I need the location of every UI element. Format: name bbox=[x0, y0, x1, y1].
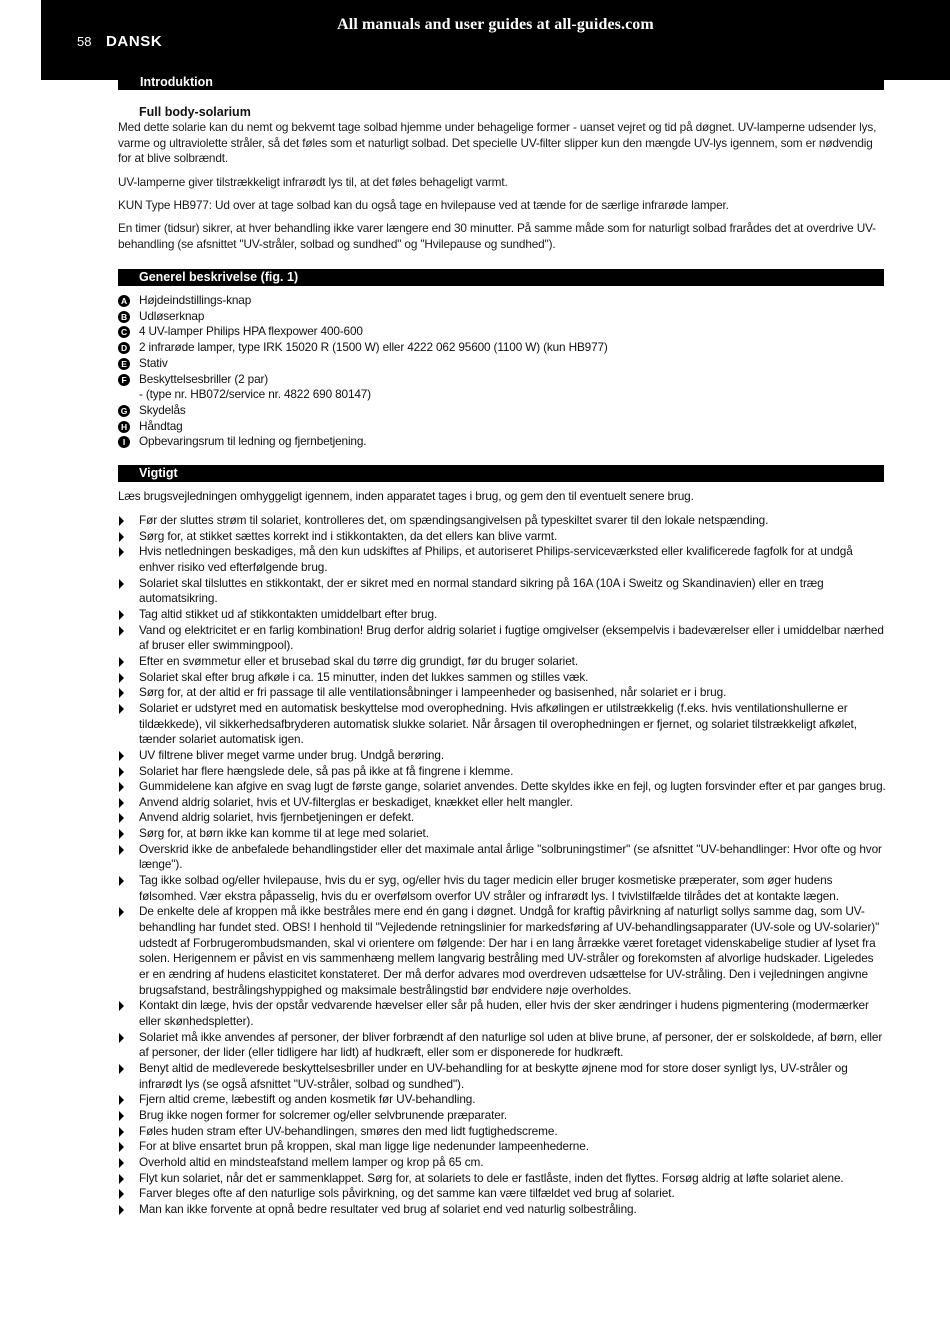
important-intro: Læs brugsvejledningen omhyggeligt igennem, inden apparatet tages i brug, og gem den til eventuelt senere brug. bbox=[118, 489, 694, 503]
bullet-arrow-icon bbox=[119, 579, 124, 589]
warning-text: Efter en svømmetur eller et brusebad skal du tørre dig grundigt, før du bruger solariet. bbox=[139, 653, 579, 668]
warning-item bbox=[118, 1092, 886, 1108]
warning-item bbox=[118, 1186, 886, 1202]
part-item bbox=[118, 293, 884, 309]
warning-item bbox=[118, 685, 886, 701]
warning-text: Sørg for, at der altid er fri passage til alle ventilationsåbninger i lampeenheder og basisenhed, når solariet er i brug. bbox=[139, 685, 727, 700]
part-item bbox=[118, 372, 884, 388]
warning-item bbox=[118, 544, 886, 575]
warning-text: Fjern altid creme, læbestift og anden kosmetik før UV-behandling. bbox=[139, 1092, 476, 1107]
bullet-arrow-icon bbox=[119, 704, 124, 714]
warning-text: Benyt altid de medleverede beskyttelsesbriller under en UV-behandling for at beskytte øjnene mod for store doser synligt lys, UV-stråler og infrarødt lys (se også afsnittet "UV-stråler, solbad og sundhed"). bbox=[139, 1060, 848, 1091]
warning-text: Tag ikke solbad og/eller hvilepause, hvis du er syg, og/eller hvis du tager medicin eller bruger kosmetiske præperater, som øger hudens følsomhed. Vær ekstra påpasselig, hvis du er overfølsom overfor UV stråler og infrarødt lys. I tvivlstilfælde tilrådes det at kontakte lægen. bbox=[139, 873, 839, 903]
warning-item bbox=[118, 1155, 886, 1171]
bullet-arrow-icon bbox=[119, 1095, 124, 1105]
intro-paragraph: KUN Type HB977: Ud over at tage solbad kan du også tage en hvilepause ved at tænde for de særlige infrarøde lamper. bbox=[118, 197, 729, 212]
warning-item bbox=[118, 607, 886, 623]
warning-item bbox=[118, 1202, 886, 1218]
part-text: 2 infrarøde lamper, type IRK 15020 R (1500 W) eller 4222 062 95600 (1100 W) (kun HB977) bbox=[139, 340, 608, 355]
warning-item bbox=[118, 1171, 886, 1187]
bullet-arrow-icon bbox=[119, 845, 124, 855]
bullet-arrow-icon bbox=[119, 1127, 124, 1137]
section-header-generel-beskrivelse: Generel beskrivelse (fig. 1) bbox=[118, 269, 884, 286]
warning-text: Før der sluttes strøm til solariet, kontrolleres det, om spændingsangivelsen på typeskiltet svarer til den lokale netspænding. bbox=[139, 513, 769, 527]
warning-text: Solariet må ikke anvendes af personer, der bliver forbrændt af den naturlige sol uden at blive brune, af personer, der er solskoldede, af børn, eller af personer, der lider (eller tidligere har lidt) af hudkræft, eller som er disponerede for hudkræft. bbox=[139, 1029, 883, 1060]
warning-text: For at blive ensartet brun på kroppen, skal man ligge lige nedenunder lampeenhederne. bbox=[139, 1139, 589, 1154]
bullet-arrow-icon bbox=[119, 516, 124, 526]
warning-text: Man kan ikke forvente at opnå bedre resultater ved brug af solariet end ved naturlig solbestråling. bbox=[139, 1201, 637, 1216]
warning-text: Anvend aldrig solariet, hvis et UV-filterglas er beskadiget, knækket eller helt mangler. bbox=[139, 794, 573, 809]
warning-text: Solariet skal efter brug afkøle i ca. 15 minutter, inden det lukkes sammen og stilles væk. bbox=[139, 669, 589, 684]
warning-item bbox=[118, 1124, 886, 1140]
warning-text: Solariet er udstyret med en automatisk beskyttelse mod overophedning. Hvis afkølingen er utilstrækkelig (f.eks. hvis ventilationshullerne er tildækkede), vil sikkerhedsafbryderen automatisk slukke solariet. Når årsagen til overophedningen er fjernet, og solariet tilstrækkeligt afkølet, tænder solariet automatisk igen. bbox=[139, 700, 857, 747]
intro-paragraph: En timer (tidsur) sikrer, at hver behandling ikke varer længere end 30 minutter. På samme måde som for naturligt solbad frarådes det at overdrive UV-behandling (se afsnittet "UV-stråler, solbad og sundhed" og "Hvilepause og sundhed"). bbox=[118, 221, 876, 251]
part-item bbox=[118, 403, 884, 419]
warning-item bbox=[118, 764, 886, 780]
warning-text: Gummidelene kan afgive en svag lugt de første gange, solariet anvendes. Dette skyldes ikke en fejl, og lugten forsvinder efter et par ganges brug. bbox=[139, 779, 886, 794]
warning-text: Brug ikke nogen former for solcremer og/eller selvbrunende præparater. bbox=[139, 1107, 508, 1122]
warning-text: Flyt kun solariet, når det er sammenklappet. Sørg for, at solariets to dele er fastlåste, inden det flyttes. Forsøg aldrig at løfte solariet alene. bbox=[139, 1170, 844, 1185]
warning-item bbox=[118, 1108, 886, 1124]
part-text: Opbevaringsrum til ledning og fjernbetjening. bbox=[139, 434, 367, 449]
warning-item bbox=[118, 873, 886, 904]
intro-text bbox=[118, 120, 886, 260]
bullet-arrow-icon bbox=[119, 657, 124, 667]
part-text: Udløserknap bbox=[139, 308, 205, 323]
part-item bbox=[118, 419, 884, 435]
bullet-arrow-icon bbox=[119, 751, 124, 761]
warning-item bbox=[118, 779, 886, 795]
warning-item bbox=[118, 701, 886, 748]
warning-item bbox=[118, 623, 886, 654]
part-letter-badge: C bbox=[118, 326, 130, 338]
warnings-list bbox=[118, 513, 886, 1218]
bullet-arrow-icon bbox=[119, 626, 124, 636]
bullet-arrow-icon bbox=[119, 829, 124, 839]
bullet-arrow-icon bbox=[119, 688, 124, 698]
warning-text: Solariet skal tilsluttes en stikkontakt, der er sikret med en normal standard sikring på 16A (10A i Sweitz og Skandinavien) eller en træg automatsikring. bbox=[139, 575, 824, 606]
site-banner: All manuals and user guides at all-guides.com bbox=[337, 16, 654, 33]
part-item bbox=[118, 356, 884, 372]
warning-item bbox=[118, 529, 886, 545]
warning-text: Føles huden stram efter UV-behandlingen, smøres den med lidt fugtighedscreme. bbox=[139, 1123, 558, 1138]
warning-text: Hvis netledningen beskadiges, må den kun udskiftes af Philips, et autoriseret Philips-serviceværksted eller kvalificerede fagfolk for at undgå enhver risiko ved efterfølgende brug. bbox=[139, 544, 853, 574]
bullet-arrow-icon bbox=[119, 1111, 124, 1121]
section-header-introduktion: Introduktion bbox=[118, 73, 884, 90]
part-item bbox=[118, 340, 884, 356]
warning-text: Sørg for, at stikket sættes korrekt ind i stikkontakten, da det ellers kan blive varmt. bbox=[139, 528, 558, 543]
warning-item bbox=[118, 826, 886, 842]
warning-text: Overhold altid en mindsteafstand mellem lamper og krop på 65 cm. bbox=[139, 1154, 484, 1169]
part-letter-badge: F bbox=[118, 374, 130, 386]
bullet-arrow-icon bbox=[119, 673, 124, 683]
language-label: DANSK bbox=[106, 33, 163, 50]
warning-item bbox=[118, 1139, 886, 1155]
warning-text: Solariet har flere hængslede dele, så pas på ikke at få fingrene i klemme. bbox=[139, 763, 514, 778]
bullet-arrow-icon bbox=[119, 767, 124, 777]
bullet-arrow-icon bbox=[119, 1205, 124, 1215]
bullet-arrow-icon bbox=[119, 876, 124, 886]
warning-text: Kontakt din læge, hvis der opstår vedvarende hævelser eller sår på huden, eller hvis der sker ændringer i hudens pigmentering (modermærker eller skønhedspletter). bbox=[139, 998, 869, 1028]
warning-text: Vand og elektricitet er en farlig kombination! Brug derfor aldrig solariet i fugtige omgivelser (eksempelvis i badeværelser eller i umiddelbar nærhed af bruser eller swimmingpool). bbox=[139, 622, 884, 653]
part-text: Stativ bbox=[139, 355, 168, 370]
bullet-arrow-icon bbox=[119, 907, 124, 917]
part-letter-badge: B bbox=[118, 311, 130, 323]
warning-item bbox=[118, 670, 886, 686]
part-letter-badge: A bbox=[118, 295, 130, 307]
warning-item bbox=[118, 904, 886, 998]
bullet-arrow-icon bbox=[119, 813, 124, 823]
warning-text: UV filtrene bliver meget varme under brug. Undgå berøring. bbox=[139, 747, 444, 762]
bullet-arrow-icon bbox=[119, 1158, 124, 1168]
bullet-arrow-icon bbox=[119, 547, 124, 557]
part-item bbox=[118, 324, 884, 340]
bullet-arrow-icon bbox=[119, 1189, 124, 1199]
warning-item bbox=[118, 1061, 886, 1092]
intro-paragraph: Med dette solarie kan du nemt og bekvemt tage solbad hjemme under behagelige former - uanset vejret og tid på døgnet. UV-lamperne udsender lys, varme og ultraviolette stråler, så det føles som et naturligt solbad. Det specielle UV-filter slipper kun den mængde UV-lys igennem, som er nødvendig for at blive solbrændt. bbox=[118, 120, 877, 166]
bullet-arrow-icon bbox=[119, 610, 124, 620]
warning-item bbox=[118, 1030, 886, 1061]
warning-text: Farver bleges ofte af den naturlige sols påvirkning, og det samme kan være tilfældet ved brug af solariet. bbox=[139, 1186, 675, 1201]
warning-text: Sørg for, at børn ikke kan komme til at lege med solariet. bbox=[139, 826, 429, 841]
bullet-arrow-icon bbox=[119, 1001, 124, 1011]
bullet-arrow-icon bbox=[119, 782, 124, 792]
bullet-arrow-icon bbox=[119, 798, 124, 808]
parts-list bbox=[118, 293, 884, 450]
bullet-arrow-icon bbox=[119, 1174, 124, 1184]
part-letter-badge: G bbox=[118, 405, 130, 417]
section-header-vigtigt: Vigtigt bbox=[118, 465, 884, 482]
warning-item bbox=[118, 513, 886, 529]
product-title: Full body-solarium bbox=[139, 105, 251, 119]
part-letter-badge: H bbox=[118, 421, 130, 433]
warning-item bbox=[118, 810, 886, 826]
warning-item bbox=[118, 654, 886, 670]
bullet-arrow-icon bbox=[119, 1064, 124, 1074]
part-letter-badge: I bbox=[118, 436, 130, 448]
warning-item bbox=[118, 576, 886, 607]
part-letter-badge: E bbox=[118, 358, 130, 370]
part-text: 4 UV-lamper Philips HPA flexpower 400-600 bbox=[139, 324, 363, 339]
part-text: Håndtag bbox=[139, 418, 183, 433]
part-text: Beskyttelsesbriller (2 par) bbox=[139, 371, 269, 386]
part-item bbox=[118, 387, 884, 403]
warning-text: Tag altid stikket ud af stikkontakten umiddelbart efter brug. bbox=[139, 606, 438, 621]
part-text: - (type nr. HB072/service nr. 4822 690 80147) bbox=[139, 387, 371, 402]
part-item bbox=[118, 309, 884, 325]
warning-item bbox=[118, 842, 886, 873]
bullet-arrow-icon bbox=[119, 1142, 124, 1152]
bullet-arrow-icon bbox=[119, 1033, 124, 1043]
warning-text: Overskrid ikke de anbefalede behandlingstider eller det maximale antal årlige "solbruningstimer" (se afsnittet "UV-behandlinger: Hvor ofte og hvor længe"). bbox=[139, 841, 882, 872]
warning-item bbox=[118, 795, 886, 811]
intro-paragraph: UV-lamperne giver tilstrækkeligt infrarødt lys til, at det føles behageligt varmt. bbox=[118, 174, 508, 189]
part-item bbox=[118, 434, 884, 450]
warning-text: De enkelte dele af kroppen må ikke bestråles mere end én gang i døgnet. Undgå for kraftig påvirkning af naturligt sollys samme dag, som UV-behandling har fundet sted. OBS! I henhold til "Vejledende retningslinier for markedsføring af UV-behandlingsapparater (UV-sole og UV-solarier)" udstedt af Forbrugerombudsmanden, skal vi orientere om følgende: Der har i en lang årrække været foretaget videnskabelige studier af lyset fra solen. Herigennem er påvist en vis sammenhæng mellem langvarig bestråling med UV-stråler og forekomsten af alvorlige hudskader. Ligeledes er en ændring af hudens elasticitet konstateret. Der må derfor advares mod overdreven udsættelse for UV-stråling. Den i vejledningen angivne brugsafstand, bestrålingshyppighed og maksimale bestrålingstid bør endvidere nøje overholdes. bbox=[139, 904, 880, 997]
part-text: Højdeindstillings-knap bbox=[139, 293, 252, 307]
part-letter-badge: D bbox=[118, 342, 130, 354]
page-number: 58 bbox=[77, 34, 92, 49]
warning-item bbox=[118, 998, 886, 1029]
warning-item bbox=[118, 748, 886, 764]
bullet-arrow-icon bbox=[119, 532, 124, 542]
page-header bbox=[41, 0, 950, 80]
warning-text: Anvend aldrig solariet, hvis fjernbetjeningen er defekt. bbox=[139, 810, 415, 825]
part-text: Skydelås bbox=[139, 402, 186, 417]
